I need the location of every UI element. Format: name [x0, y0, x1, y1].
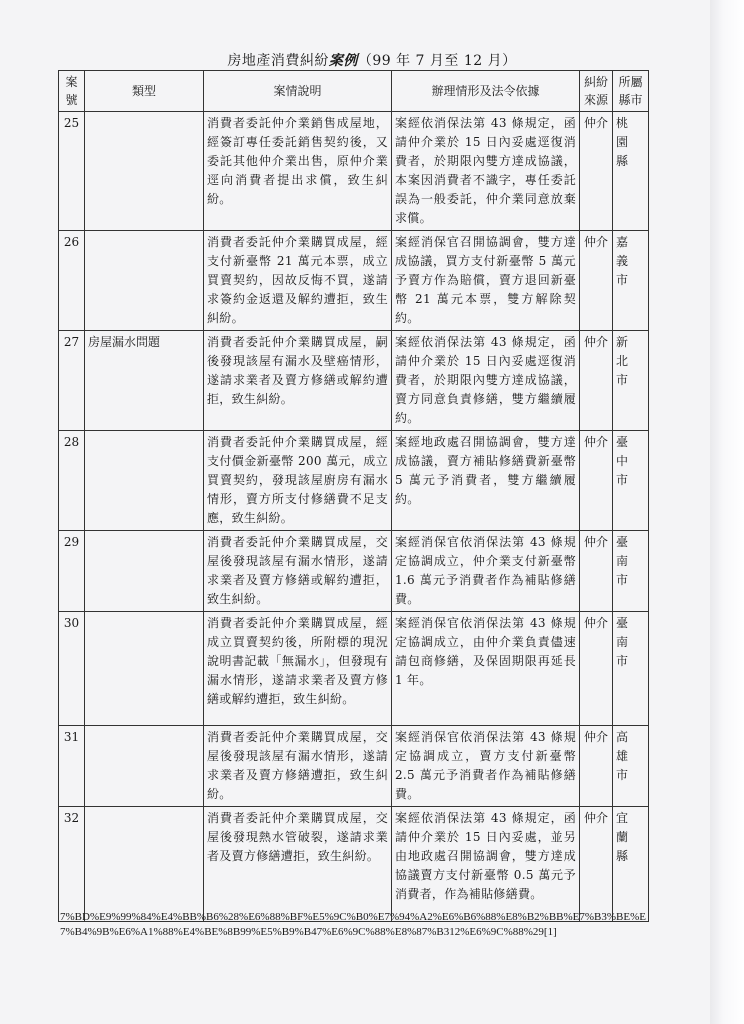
- case-source: 仲介: [580, 726, 613, 807]
- case-number: 29: [59, 531, 85, 612]
- case-handling: 案經消保官依消保法第 43 條規定協調成立，由仲介業負責儘速請包商修繕，及保固期限再延長 1 年。: [392, 612, 580, 726]
- case-handling: 案經依消保法第 43 條規定，函請仲介業於 15 日內妥處逕復消費者，於期限內雙方達成協議，賣方同意負責修繕，雙方繼續履約。: [392, 331, 580, 431]
- case-handling: 案經消保官依消保法第 43 條規定協調成立，仲介業支付新臺幣 1.6 萬元予消費者作為補貼修繕費。: [392, 531, 580, 612]
- case-type: 房屋漏水問題: [85, 331, 204, 431]
- title-period: （99 年 7 月至 12 月）: [357, 53, 517, 69]
- case-number: 25: [59, 112, 85, 231]
- case-source: 仲介: [580, 612, 613, 726]
- table-row: [59, 431, 649, 531]
- title-main: 房地產消費糾紛: [227, 53, 329, 69]
- table-row: [59, 231, 649, 331]
- case-handling: 案經消保官依消保法第 43 條規定協調成立，賣方支付新臺幣 2.5 萬元予消費者作為補貼修繕費。: [392, 726, 580, 807]
- case-type: [85, 726, 204, 807]
- case-city: 臺中市: [613, 431, 649, 531]
- case-description: 消費者委託仲介業購買成屋，經支付新臺幣 21 萬元本票，成立買賣契約，因故反悔不買，遂請求簽約金返還及解約遭拒，致生糾紛。: [204, 231, 392, 331]
- title-emphasis: 案例: [328, 53, 358, 69]
- case-type: [85, 531, 204, 612]
- table-row: [59, 612, 649, 726]
- case-description: 消費者委託仲介業購買成屋，嗣後發現該屋有漏水及壁癌情形，遂請求業者及賣方修繕或解約遭拒，致生糾紛。: [204, 331, 392, 431]
- case-city: 嘉義市: [613, 231, 649, 331]
- case-type: [85, 807, 204, 922]
- case-type: [85, 112, 204, 231]
- header-description: 案情說明: [204, 71, 392, 112]
- cases-table: [58, 70, 649, 922]
- case-handling: 案經依消保法第 43 條規定，函請仲介業於 15 日內妥處逕復消費者，於期限內雙方達成協議，本案因消費者不識字，專任委託誤為一般委託，仲介業同意放棄求償。: [392, 112, 580, 231]
- table-row: [59, 726, 649, 807]
- table-row: [59, 331, 649, 431]
- header-case-number: 案 號: [59, 71, 85, 112]
- case-description: 消費者委託仲介業購買成屋，交屋後發現該屋有漏水情形，遂請求業者及賣方修繕遭拒，致生糾紛。: [204, 726, 392, 807]
- case-number: 26: [59, 231, 85, 331]
- case-description: 消費者委託仲介業購買成屋，經成立買賣契約後，所附標的現況說明書記載「無漏水」，但發現有漏水情形，遂請求業者及賣方修繕或解約遭拒，致生糾紛。: [204, 612, 392, 726]
- case-number: 30: [59, 612, 85, 726]
- case-description: 消費者委託仲介業銷售成屋地，經簽訂專任委託銷售契約後，又委託其他仲介業出售，原仲介業逕向消費者提出求償，致生糾紛。: [204, 112, 392, 231]
- case-source: 仲介: [580, 331, 613, 431]
- footer-file-url: 7%BD%E9%99%84%E4%BB%B6%28%E6%88%BF%E5%9C%B0%E7%94%A2%E6%B6%88%E8%B2%BB%E7%B3%BE%E7%B4%9B%E6%A1%88%E4%BE%8B99%E5%B9%B47%E6%9C%88%E8%87%B312%E6%9C%88%29[1]: [60, 911, 646, 938]
- case-handling: 案經依消保法第 43 條規定，函請仲介業於 15 日內妥處，並另由地政處召開協調會，雙方達成協議賣方支付新臺幣 0.5 萬元予消費者，作為補貼修繕費。: [392, 807, 580, 922]
- header-city: 所屬 縣市: [613, 71, 649, 112]
- case-source: 仲介: [580, 231, 613, 331]
- case-source: 仲介: [580, 431, 613, 531]
- case-description: 消費者委託仲介業購買成屋，交屋後發現該屋有漏水情形，遂請求業者及賣方修繕或解約遭拒，致生糾紛。: [204, 531, 392, 612]
- header-type: 類型: [85, 71, 204, 112]
- case-type: [85, 612, 204, 726]
- case-type: [85, 231, 204, 331]
- case-source: 仲介: [580, 531, 613, 612]
- case-source: 仲介: [580, 807, 613, 922]
- case-type: [85, 431, 204, 531]
- case-description: 消費者委託仲介業購買成屋，交屋後發現熱水管破裂，遂請求業者及賣方修繕遭拒，致生糾紛。: [204, 807, 392, 922]
- case-number: 32: [59, 807, 85, 922]
- table-row: [59, 531, 649, 612]
- table-row: [59, 807, 649, 922]
- header-source: 糾紛 來源: [580, 71, 613, 112]
- header-row: [59, 71, 649, 112]
- case-city: 高雄市: [613, 726, 649, 807]
- case-city: 臺南市: [613, 531, 649, 612]
- table-row: [59, 112, 649, 231]
- case-city: 宜蘭縣: [613, 807, 649, 922]
- case-number: 28: [59, 431, 85, 531]
- case-handling: 案經消保官召開協調會，雙方達成協議，買方支付新臺幣 5 萬元予賣方作為賠償，賣方退回新臺幣 21 萬元本票，雙方解除契約。: [392, 231, 580, 331]
- case-number: 27: [59, 331, 85, 431]
- case-source: 仲介: [580, 112, 613, 231]
- case-city: 臺南市: [613, 612, 649, 726]
- header-handling: 辦理情形及法令依據: [392, 71, 580, 112]
- document-title: [0, 50, 744, 70]
- scan-page-edge: [710, 0, 744, 1024]
- case-number: 31: [59, 726, 85, 807]
- case-city: 新北市: [613, 331, 649, 431]
- case-city: 桃園縣: [613, 112, 649, 231]
- case-handling: 案經地政處召開協調會，雙方達成協議，賣方補貼修繕費新臺幣 5 萬元予消費者，雙方繼續履約。: [392, 431, 580, 531]
- case-description: 消費者委託仲介業購買成屋，經支付價金新臺幣 200 萬元，成立買賣契約，發現該屋廚房有漏水情形，賣方所支付修繕費不足支應，致生糾紛。: [204, 431, 392, 531]
